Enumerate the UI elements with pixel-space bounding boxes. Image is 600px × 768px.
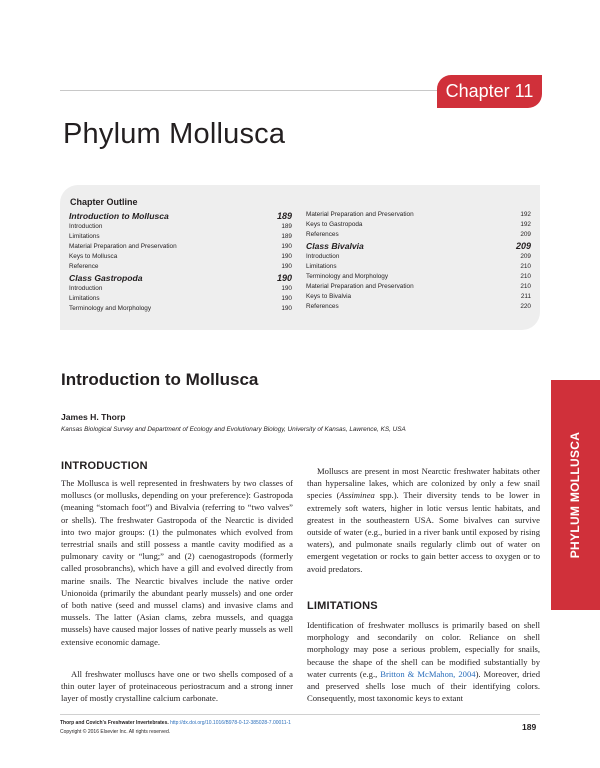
taxon-name: Assiminea [339,490,375,501]
outline-entry-label: Class Gastropoda [69,273,143,283]
chapter-outline [60,185,540,330]
outline-entry-page: 189 [276,211,292,221]
outline-entry[interactable] [306,272,531,282]
outline-entry[interactable] [306,220,531,230]
outline-entry-page: 210 [520,263,531,270]
outline-entry-label: Material Preparation and Preservation [306,283,414,290]
outline-entry[interactable] [69,284,292,294]
outline-entry-label: Reference [69,263,99,270]
citation-link[interactable]: Britton & McMahon, 2004 [380,668,476,679]
outline-entry[interactable] [69,242,292,252]
chapter-badge [437,75,542,108]
outline-entry-page: 190 [281,295,292,302]
outline-entry-label: Limitations [306,263,337,270]
outline-entry[interactable] [306,292,531,302]
limitations-text-start: Identification of freshwater molluscs is primarily based on shell morphology and secondarily on color. Reliance on shell morphology may pose a serious problem, especially for snails, because the shape of the shell can be modified substantially by water currents (e.g., [307,620,540,679]
limitations-paragraph [307,619,540,704]
side-tab-label: PHYLUM MOLLUSCA [568,431,582,559]
outline-entry[interactable] [306,240,531,252]
footer-rule [60,714,540,715]
footer-book-title: Thorp and Covich’s Freshwater Invertebrates. [60,720,169,726]
outline-entry-label: Keys to Mollusca [69,253,118,260]
outline-entry-page: 190 [281,253,292,260]
outline-entry[interactable] [69,232,292,242]
outline-entry-page: 190 [281,285,292,292]
footer-citation [60,720,291,726]
outline-entry-page: 210 [520,273,531,280]
outline-entry-label: Material Preparation and Preservation [69,243,177,250]
outline-heading: Chapter Outline [70,197,138,207]
outline-entry-label: Keys to Bivalvia [306,293,352,300]
outline-entry-label: Limitations [69,295,100,302]
author: James H. Thorp [61,412,126,422]
outline-entry-page: 192 [520,211,531,218]
outline-entry-page: 190 [276,273,292,283]
outline-entry-label: Material Preparation and Preservation [306,211,414,218]
limitations-heading: LIMITATIONS [307,600,378,612]
outline-entry-label: Introduction to Mollusca [69,211,169,221]
outline-entry-label: Introduction [306,253,340,260]
outline-entry-page: 190 [281,305,292,312]
outline-entry-label: Terminology and Morphology [69,305,152,312]
outline-entry-page: 190 [281,243,292,250]
introduction-heading: INTRODUCTION [61,460,148,472]
outline-entry-page: 192 [520,221,531,228]
introduction-paragraph-2: All freshwater molluscs have one or two shells composed of a thin outer layer of proteinaceous periostracum and a strong inner layer of mostly crystalline calcium carbonate. [61,669,293,704]
outline-right-column [306,210,531,312]
author-affiliation: Kansas Biological Survey and Department of Ecology and Evolutionary Biology, University of Kansas, Lawrence, KS, USA [61,426,406,433]
introduction-paragraph-1: The Mollusca is well represented in freshwaters by two classes of molluscs (or mollusks, depending on your preference): Gastropoda (meaning “stomach foot”) and Bivalvia (referring to “two valves” or shells). The freshwater Gastropoda of the Nearctic is divided into two major groups: (1) the pulmonates which evolved from terrestrial snails and still possess a mantle cavity modified as a pulmonary cavity or “lung;” and (2) caenogastropods (formerly called prosobranchs), which have a gill and evolved directly from marine snails. The Nearctic bivalves include the native order Unionoida (primarily the abundant pearly mussels) and one order of both native (seed and mussel clams) and invasive clams and mussels. The latter (Asian clams, zebra mussels, and quagga mussels) have caused major losses of native pearly mussels as well extensive economic damage. [61,478,293,647]
doi-link[interactable]: http://dx.doi.org/10.1016/B978-0-12-385028-7.00011-1 [170,720,291,726]
section-title: Introduction to Mollusca [61,370,259,389]
outline-entry-label: References [306,303,339,310]
outline-entry[interactable] [69,210,292,222]
page-number: 189 [522,722,537,732]
outline-entry[interactable] [306,302,531,312]
outline-left-column [69,210,292,314]
outline-entry[interactable] [69,222,292,232]
outline-entry[interactable] [306,230,531,240]
outline-entry[interactable] [69,262,292,272]
outline-entry-page: 209 [520,231,531,238]
limitations-text-end: ). Moreover, dried and preserved shells lose much of their identifying colors. Consequently, most taxonomic keys to extant [307,668,540,704]
outline-entry-page: 220 [520,303,531,310]
outline-entry[interactable] [69,272,292,284]
outline-entry[interactable] [306,252,531,262]
outline-entry[interactable] [69,304,292,314]
outline-entry[interactable] [306,262,531,272]
paragraph-3-end: spp.). Their diversity tends to be lower in extremely soft waters, higher in lotic versus lentic habitats, and greatest in the southeastern USA. Some bivalves can survive outside of water (e.g., buried in a river bank until exposed by rising waters), and pulmonate snails regularly climb out of water on emergent vegetation or rocks to gain better access to oxygen or to avoid predators. [307,490,541,574]
outline-entry-label: Class Bivalvia [306,241,364,251]
outline-entry-label: Keys to Gastropoda [306,221,363,228]
chapter-label: Chapter 11 [445,81,534,101]
outline-entry-page: 210 [520,283,531,290]
outline-entry-page: 209 [515,241,531,251]
outline-entry[interactable] [306,282,531,292]
outline-entry[interactable] [306,210,531,220]
outline-entry-page: 189 [281,223,292,230]
footer-copyright: Copyright © 2016 Elsevier Inc. All rights reserved. [60,729,171,735]
outline-entry-page: 189 [281,233,292,240]
paragraph-3-start: Molluscs are present in most Nearctic freshwater habitats other than hypersaline lakes, which are colonized by only a few snail species ( [307,466,540,501]
outline-entry-label: Introduction [69,223,103,230]
outline-entry-page: 190 [281,263,292,270]
outline-entry[interactable] [69,252,292,262]
outline-entry-page: 211 [520,293,531,300]
page-title: Phylum Mollusca [63,118,286,150]
outline-entry-label: Introduction [69,285,103,292]
outline-entry-page: 209 [520,253,531,260]
outline-entry-label: References [306,231,339,238]
outline-entry-label: Limitations [69,233,100,240]
outline-entry[interactable] [69,294,292,304]
introduction-paragraph-3 [307,465,540,575]
outline-entry-label: Terminology and Morphology [306,273,389,280]
chapter-rule [60,90,438,91]
